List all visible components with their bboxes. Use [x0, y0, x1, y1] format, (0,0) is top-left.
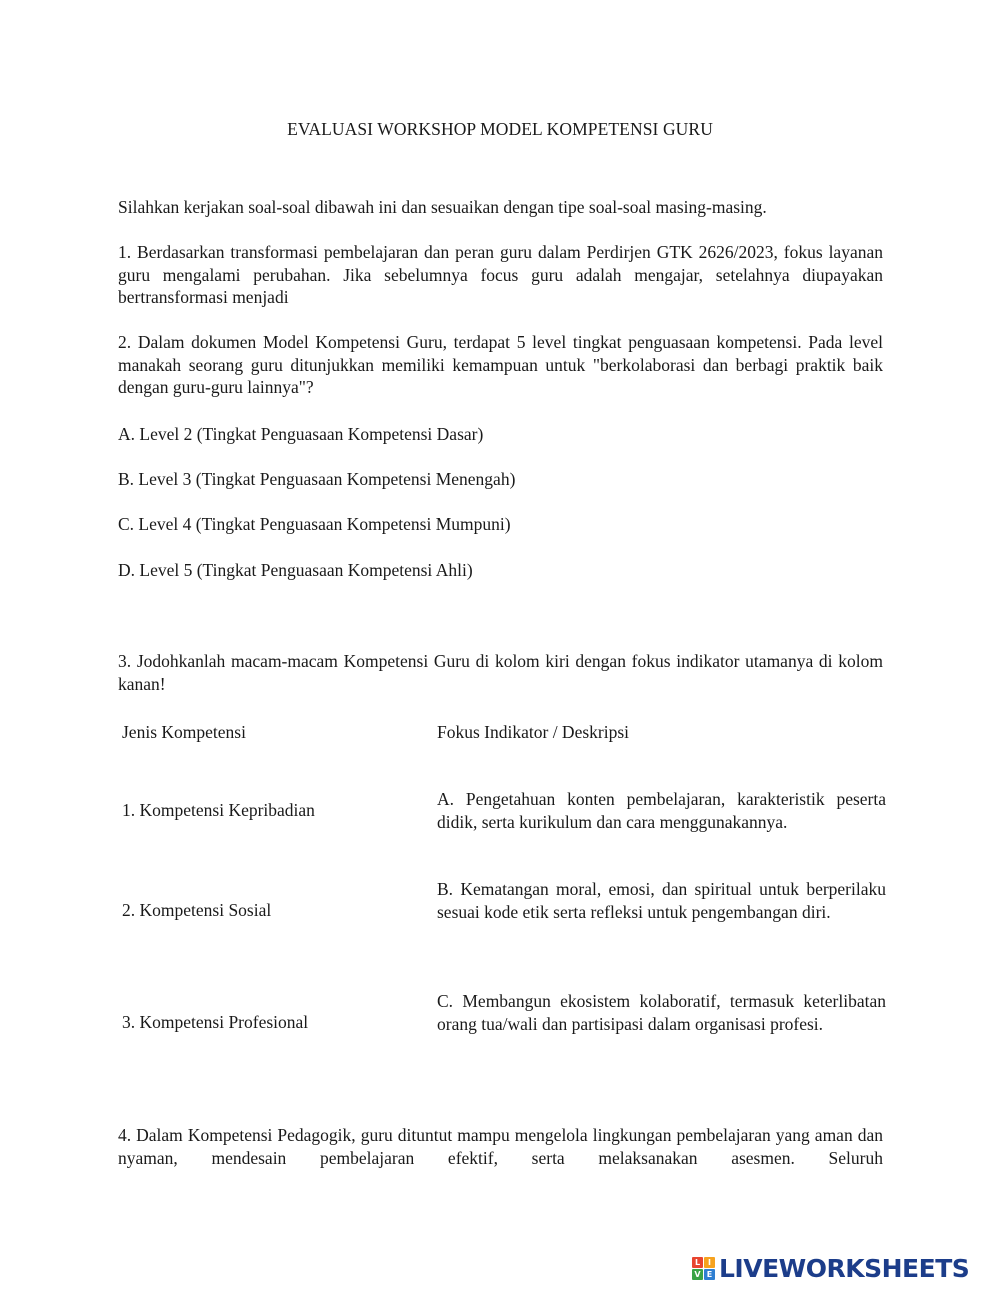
mark-letter-e: E [704, 1269, 715, 1280]
match-left-item-3: 3. Kompetensi Profesional [122, 1012, 309, 1032]
mark-letter-i: I [704, 1257, 715, 1268]
match-right-item-b: B. Kematangan moral, emosi, dan spiritual untuk berperilaku sesuai kode etik serta refleksi untuk pengembangan diri. [437, 879, 886, 922]
liveworksheets-mark-icon [692, 1257, 715, 1280]
match-left-item-1: 1. Kompetensi Kepribadian [122, 800, 315, 820]
mark-letter-v: V [692, 1269, 703, 1280]
q2-option-b: B. Level 3 (Tingkat Penguasaan Kompetensi Menengah) [118, 469, 516, 489]
match-right-item-a: A. Pengetahuan konten pembelajaran, karakteristik peserta didik, serta kurikulum dan cara menggunakannya. [437, 789, 886, 832]
question-1: 1. Berdasarkan transformasi pembelajaran dan peran guru dalam Perdirjen GTK 2626/2023, fokus layanan guru mengalami perubahan. Jika sebelumnya focus guru adalah mengajar, setelahnya diupayakan bertransformasi menjadi [118, 242, 883, 307]
match-right-item-c: C. Membangun ekosistem kolaboratif, termasuk keterlibatan orang tua/wali dan partisipasi dalam organisasi profesi. [437, 991, 886, 1034]
liveworksheets-wordmark: LIVEWORKSHEETS [719, 1253, 970, 1283]
match-left-item-2: 2. Kompetensi Sosial [122, 900, 272, 920]
instruction-text: Silahkan kerjakan soal-soal dibawah ini dan sesuaikan dengan tipe soal-soal masing-masing. [118, 197, 767, 217]
q2-option-a: A. Level 2 (Tingkat Penguasaan Kompetensi Dasar) [118, 424, 484, 444]
liveworksheets-logo [692, 1253, 969, 1283]
q2-option-d: D. Level 5 (Tingkat Penguasaan Kompetensi Ahli) [118, 560, 473, 580]
mark-letter-l: L [692, 1257, 703, 1268]
q2-option-c: C. Level 4 (Tingkat Penguasaan Kompetensi Mumpuni) [118, 514, 511, 534]
match-right-header: Fokus Indikator / Deskripsi [437, 722, 630, 742]
match-left-header: Jenis Kompetensi [122, 722, 246, 742]
page-title: EVALUASI WORKSHOP MODEL KOMPETENSI GURU [287, 119, 713, 139]
question-3: 3. Jodohkanlah macam-macam Kompetensi Guru di kolom kiri dengan fokus indikator utamanya di kolom kanan! [118, 651, 883, 694]
question-2: 2. Dalam dokumen Model Kompetensi Guru, terdapat 5 level tingkat penguasaan kompetensi. Pada level manakah seorang guru ditunjukkan memiliki kemampuan untuk "berkolaborasi dan berbagi praktik baik dengan guru-guru lainnya"? [118, 332, 883, 397]
question-4: 4. Dalam Kompetensi Pedagogik, guru dituntut mampu mengelola lingkungan pembelajaran yang aman dan nyaman, mendesain pembelajaran efektif, serta melaksanakan asesmen. Seluruh [118, 1125, 883, 1168]
